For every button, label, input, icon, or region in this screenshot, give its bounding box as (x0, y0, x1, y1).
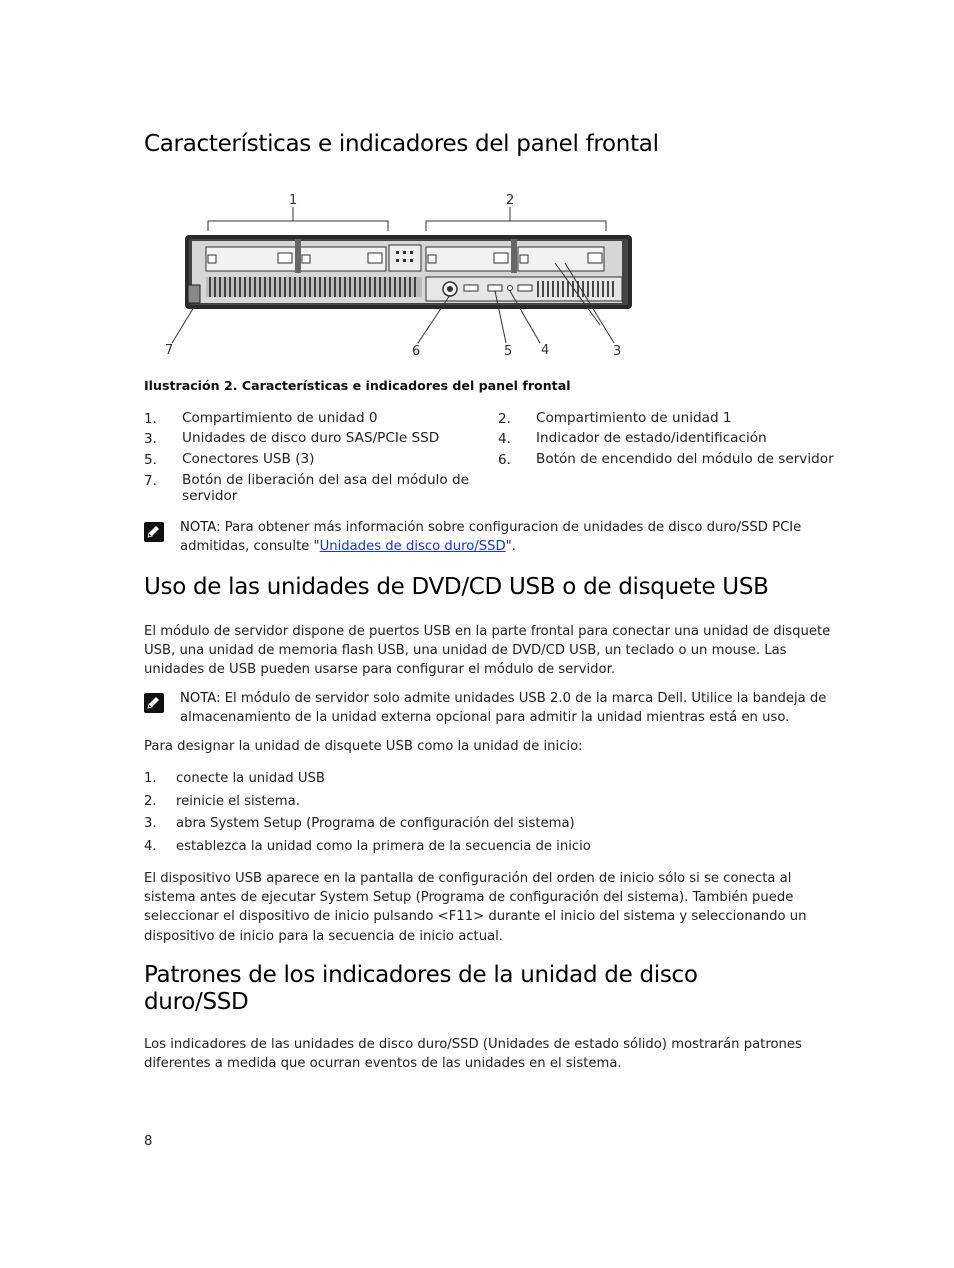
steps-intro: Para designar la unidad de disquete USB como la unidad de inicio: (144, 739, 583, 754)
callout-3: 3 (613, 344, 622, 359)
step-text: establezca la unidad como la primera de la secuencia de inicio (176, 839, 591, 854)
legend-text: Botón de encendido del módulo de servidor (536, 451, 834, 467)
callout-5: 5 (504, 344, 513, 359)
front-panel-illustration (160, 185, 640, 365)
section-title-drive-indicators (144, 962, 698, 1016)
legend-text: Botón de liberación del asa del módulo de (182, 472, 469, 488)
note-text: El módulo de servidor solo admite unidades USB 2.0 de la marca Dell. Utilice la bandeja de (220, 691, 827, 706)
legend-text: Indicador de estado/identificación (536, 430, 767, 446)
step-text: reinicie el sistema. (176, 794, 300, 809)
step-number: 3. (144, 816, 157, 831)
paragraph-line: El dispositivo USB aparece en la pantalla de configuración del orden de inicio sólo si se conecta al (144, 871, 792, 886)
paragraph-line: USB, una unidad de memoria flash USB, una unidad de DVD/CD USB, un teclado o un mouse. Las (144, 643, 787, 659)
callout-2: 2 (506, 193, 515, 208)
note-label: NOTA: (180, 691, 221, 706)
paragraph-line: dispositivo de inicio para la secuencia de inicio actual. (144, 928, 503, 944)
hdd-ssd-link[interactable]: Unidades de disco duro/SSD (319, 539, 506, 555)
step-number: 4. (144, 839, 157, 854)
title-line: duro/SSD (144, 989, 249, 1015)
legend-text: Compartimiento de unidad 1 (536, 410, 732, 426)
drive-indicators-paragraph (144, 1035, 844, 1073)
step-number: 1. (144, 771, 157, 786)
legend-num: 5. (144, 452, 157, 468)
callout-1: 1 (289, 193, 298, 208)
section-title-usb-drives: Uso de las unidades de DVD/CD USB o de disquete USB (144, 574, 769, 600)
paragraph-line: unidades de USB pueden usarse para configurar el módulo de servidor. (144, 662, 616, 678)
usb-intro-paragraph (144, 622, 844, 680)
paragraph-line: seleccionar el dispositivo de inicio pulsando <F11> durante el inicio del sistema y seleccionando un (144, 909, 807, 925)
callout-7: 7 (165, 343, 174, 358)
step-number: 2. (144, 794, 157, 809)
legend-num: 3. (144, 431, 157, 447)
legend-text: servidor (182, 488, 238, 504)
note-pencil-icon (144, 522, 164, 542)
note-text: almacenamiento de la unidad externa opcional para admitir la unidad mientras está en uso. (180, 710, 790, 726)
paragraph-line: sistema antes de ejecutar System Setup (Programa de configuración del sistema). También puede (144, 890, 794, 906)
note-usb (180, 689, 860, 727)
paragraph-line: El módulo de servidor dispone de puertos USB en la parte frontal para conectar una unidad de disquete (144, 624, 831, 639)
legend-num: 6. (498, 452, 511, 468)
note-text: Para obtener más información sobre configuracion de unidades de disco duro/SSD PCIe (220, 520, 802, 535)
page-number: 8 (144, 1134, 153, 1149)
callout-6: 6 (412, 344, 421, 359)
note-text: ". (505, 539, 516, 555)
callout-4: 4 (541, 343, 550, 358)
usb-boot-paragraph (144, 869, 844, 946)
step-text: conecte la unidad USB (176, 771, 325, 786)
legend-num: 4. (498, 431, 511, 447)
legend-text: Unidades de disco duro SAS/PCIe SSD (182, 430, 440, 446)
paragraph-line: Los indicadores de las unidades de disco duro/SSD (Unidades de estado sólido) mostrarán patrones (144, 1037, 802, 1052)
step-text: abra System Setup (Programa de configuración del sistema) (176, 816, 575, 831)
note-text: admitidas, consulte " (180, 539, 320, 555)
note-label: NOTA: (180, 520, 221, 535)
title-line: Patrones de los indicadores de la unidad de disco (144, 962, 698, 988)
section-title-front-panel: Características e indicadores del panel frontal (144, 131, 659, 157)
legend-num: 7. (144, 473, 157, 489)
legend-text: Conectores USB (3) (182, 451, 315, 467)
figure-caption: Ilustración 2. Características e indicadores del panel frontal (144, 378, 571, 393)
legend-text: Compartimiento de unidad 0 (182, 410, 378, 426)
note-front-panel (180, 518, 860, 556)
paragraph-line: diferentes a medida que ocurran eventos de las unidades en el sistema. (144, 1056, 622, 1072)
note-pencil-icon (144, 693, 164, 713)
legend-num: 1. (144, 411, 157, 427)
legend-num: 2. (498, 411, 511, 427)
